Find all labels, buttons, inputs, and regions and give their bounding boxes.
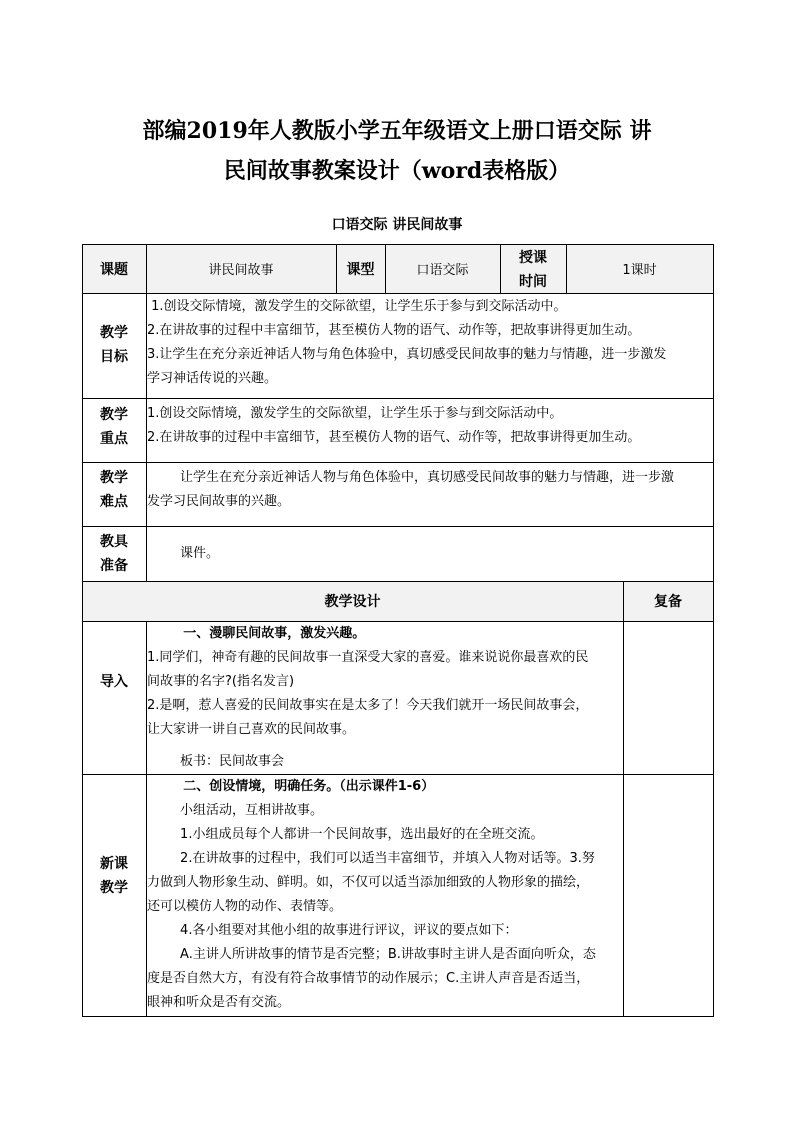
new-lesson-line: 眼神和听众是否有交流。: [147, 995, 291, 1010]
materials-label-line-1: 教具: [100, 534, 128, 550]
materials-text: 课件。: [147, 546, 220, 561]
new-lesson-label-line-2: 教学: [100, 880, 128, 896]
lesson-subtitle: 口语交际 讲民间故事: [331, 217, 463, 233]
difficulties-label-line-1: 教学: [100, 470, 128, 486]
new-lesson-label: [82, 852, 146, 900]
new-lesson-line: 4.各小组要对其他小组的故事进行评议，评议的要点如下：: [147, 923, 518, 938]
intro-heading: 一、漫聊民间故事，激发兴趣。: [147, 626, 366, 641]
intro-line: [147, 742, 622, 750]
objectives-label-line-1: 教学: [100, 325, 128, 341]
key-point-line: 2.在讲故事的过程中丰富细节，甚至模仿人物的语气、动作等，把故事讲得更加生动。: [147, 430, 641, 445]
row-divider: [82, 526, 714, 527]
row-divider: [82, 293, 714, 294]
intro-line: 2.是啊，惹人喜爱的民间故事实在是太多了！今天我们就开一场民间故事会，: [147, 698, 589, 713]
intro-text: [147, 622, 622, 774]
objective-line: 1.创设交际情境，激发学生的交际欲望，让学生乐于参与到交际活动中。: [147, 299, 567, 314]
key-points-label: [82, 403, 146, 451]
new-lesson-line: 力做到人物形象生动、鲜明。如，不仅可以适当添加细致的人物形象的描绘，: [147, 875, 590, 890]
new-lesson-line: 2.在讲故事的过程中，我们可以适当丰富细节，并填入人物对话等。3.努: [147, 851, 595, 866]
intro-label: 导入: [100, 674, 128, 690]
new-lesson-text: [147, 775, 622, 1015]
intro-line: 让大家讲一讲自己喜欢的民间故事。: [147, 722, 356, 737]
course-value: 讲民间故事: [208, 263, 274, 278]
objectives-label-line-2: 目标: [100, 349, 128, 365]
key-points-text: [147, 402, 712, 450]
course-label: 课题: [100, 261, 128, 278]
objective-line: 3.让学生在充分亲近神话人物与角色体验中，真切感受民间故事的魅力与情趣，进一步激发: [147, 347, 667, 362]
key-points-label-line-2: 重点: [100, 431, 128, 447]
objective-line: 学习神话传说的兴趣。: [147, 371, 278, 386]
design-header: 教学设计: [324, 594, 381, 610]
table-border-right: [713, 244, 714, 1016]
objective-line: 2.在讲故事的过程中丰富细节，甚至模仿人物的语气、动作等，把故事讲得更加生动。: [147, 323, 641, 338]
type-value: 口语交际: [416, 263, 469, 278]
objectives-text: [147, 295, 712, 391]
materials-label-line-2: 准备: [100, 558, 128, 574]
document-title-line-1: 部编2019年人教版小学五年级语文上册口语交际 讲: [142, 118, 652, 144]
key-point-line: 1.创设交际情境，激发学生的交际欲望，让学生乐于参与到交际活动中。: [147, 406, 563, 421]
row-divider: [82, 462, 714, 463]
time-label: [500, 246, 566, 294]
difficulties-text: [147, 466, 712, 514]
new-lesson-line: 小组活动，互相讲故事。: [147, 803, 324, 818]
new-lesson-line: 度是否自然大方，有没有符合故事情节的动作展示；C.主讲人声音是否适当，: [147, 971, 590, 986]
intro-line: 板书：民间故事会: [147, 754, 285, 769]
intro-line: 间故事的名字?(指名发言): [147, 674, 295, 689]
key-points-label-line-1: 教学: [100, 407, 128, 423]
row-divider: [82, 398, 714, 399]
intro-line: 1.同学们，神奇有趣的民间故事一直深受大家的喜爱。谁来说说你最喜欢的民: [147, 650, 589, 665]
difficulty-line: 让学生在充分亲近神话人物与角色体验中，真切感受民间故事的魅力与情趣，进一步激: [147, 470, 675, 485]
new-lesson-line: A.主讲人所讲故事的情节是否完整；B.讲故事时主讲人是否面向听众，态: [147, 947, 596, 962]
difficulty-line: 发学习民间故事的兴趣。: [147, 494, 291, 509]
notes-header: 复备: [654, 594, 682, 610]
materials-label: [82, 530, 146, 578]
difficulties-label: [82, 466, 146, 514]
time-value: 1课时: [622, 263, 657, 278]
document-title-line-2: 民间故事教案设计（word表格版）: [223, 158, 571, 184]
new-lesson-label-line-1: 新课: [100, 856, 128, 872]
table-border-bottom: [82, 1016, 714, 1017]
time-label-line-1: 授课: [519, 250, 547, 266]
objectives-label: [82, 321, 146, 369]
new-lesson-heading: 二、创设情境，明确任务。（出示课件1-6）: [147, 779, 435, 794]
new-lesson-line: 还可以模仿人物的动作、表情等。: [147, 899, 343, 914]
type-label: 课型: [346, 261, 375, 278]
notes-column-divider: [623, 581, 624, 1016]
new-lesson-line: 1.小组成员每个人都讲一个民间故事，选出最好的在全班交流。: [147, 827, 544, 842]
difficulties-label-line-2: 难点: [100, 494, 128, 510]
time-label-line-2: 时间: [519, 274, 547, 290]
